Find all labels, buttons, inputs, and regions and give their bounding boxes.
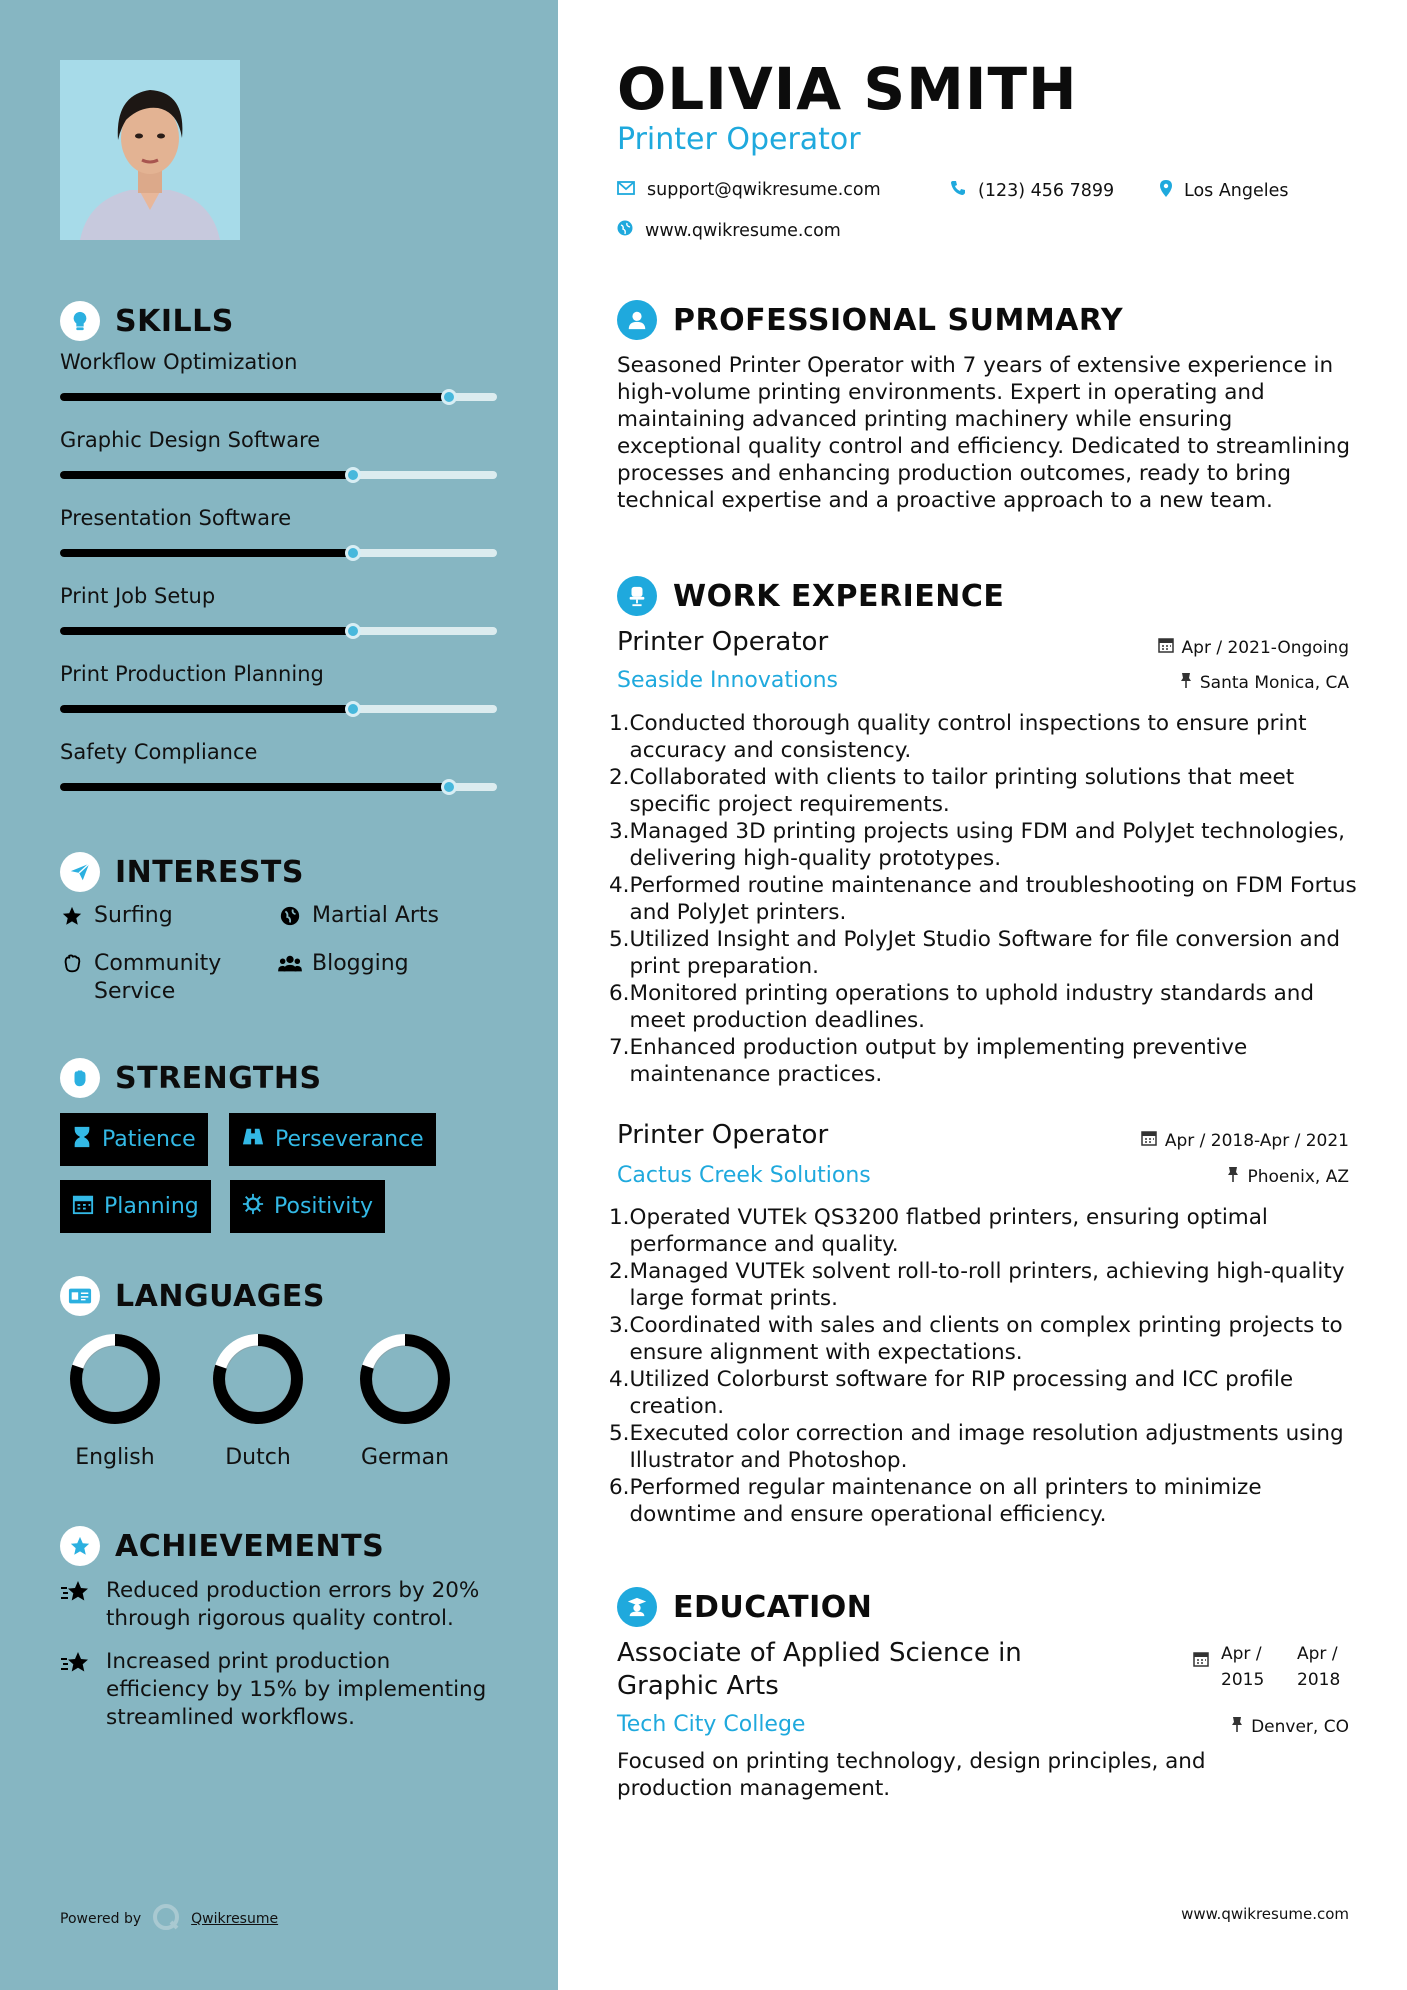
pushpin-icon [1180, 672, 1192, 693]
skill-item: Graphic Design Software [60, 428, 497, 452]
interest-item: Martial Arts [278, 902, 439, 930]
language-item: German [340, 1333, 470, 1470]
calendar-icon [1158, 637, 1174, 658]
list-item: 2. Collaborated with clients to tailor printing solutions that meet specific project requirements. [609, 765, 1295, 817]
interest-item: Blogging [278, 950, 409, 978]
list-item: 5. Utilized Insight and PolyJet Studio Software for file conversion and print preparation. [609, 927, 1340, 979]
language-item: Dutch [193, 1333, 323, 1470]
hand-icon [60, 950, 84, 978]
list-item: 4. Utilized Colorburst software for RIP processing and ICC profile creation. [609, 1367, 1294, 1419]
phone-icon [950, 180, 966, 201]
strength-chip: Patience [60, 1113, 208, 1166]
language-item: English [50, 1333, 180, 1470]
strength-chip: Planning [60, 1180, 211, 1233]
list-item: 7. Enhanced production output by implementing preventive maintenance practices. [609, 1035, 1248, 1087]
list-item: 6. Performed regular maintenance on all printers to minimize downtime and ensure operational efficiency. [609, 1475, 1262, 1527]
qwikresume-link[interactable]: Qwikresume [191, 1911, 279, 1927]
languages-heading [60, 1276, 325, 1316]
id-card-icon [60, 1276, 100, 1316]
job-title: Printer Operator [617, 1120, 829, 1150]
list-item: 5. Executed color correction and image resolution adjustments using Illustrator and Photoshop. [609, 1421, 1344, 1473]
pushpin-icon [1231, 1716, 1243, 1737]
skill-level-bar [60, 393, 497, 401]
skill-level-bar [60, 627, 497, 635]
trophy-star-icon [60, 1577, 94, 1633]
strength-chip: Perseverance [229, 1113, 436, 1166]
skill-level-knob [345, 623, 361, 639]
skill-level-fill [60, 783, 449, 791]
footer-website[interactable]: www.qwikresume.com [1181, 1905, 1349, 1923]
education-location: Denver, CO [1231, 1716, 1349, 1737]
lightbulb-icon [60, 301, 100, 341]
skill-item: Presentation Software [60, 506, 497, 530]
interests-heading [60, 852, 304, 892]
summary-text: Seasoned Printer Operator with 7 years of extensive experience in high-volume printing environments. Expert in operating and maintaining advanced printing machinery while ensuring exceptional quality control and efficiency. Dedicated to streamlining processes and enhancing production outcomes, ready to bring technical expertise and a proactive approach to a new team. [617, 353, 1351, 513]
education-dates: Apr / 2015 Apr / 2018 [1193, 1641, 1349, 1693]
job-dates: Apr / 2021-Ongoing [1158, 637, 1349, 658]
skill-level-fill [60, 549, 353, 557]
list-item: 6. Monitored printing operations to uphold industry standards and meet production deadlines. [609, 981, 1315, 1033]
job-bullets [609, 1204, 1369, 1528]
skill-level-knob [345, 701, 361, 717]
user-icon [617, 300, 657, 340]
list-item: 4. Performed routine maintenance and troubleshooting on FDM Fortus and PolyJet printers. [609, 873, 1357, 925]
list-item: 1. Conducted thorough quality control inspections to ensure print accuracy and consistency. [609, 711, 1307, 763]
contact-email[interactable]: support@qwikresume.com [617, 180, 881, 200]
globe-icon [278, 902, 302, 930]
candidate-name: OLIVIA SMITH [617, 55, 1078, 123]
users-icon [278, 950, 302, 978]
experience-heading: WORK EXPERIENCE [617, 576, 1004, 616]
job-location: Santa Monica, CA [1180, 672, 1349, 693]
strengths-title: STRENGTHS [115, 1060, 322, 1096]
contact-phone[interactable]: (123) 456 7899 [950, 180, 1114, 201]
pushpin-icon [1227, 1166, 1239, 1187]
list-item: 1. Operated VUTEk QS3200 flatbed printers, ensuring optimal performance and quality. [609, 1205, 1268, 1257]
list-item: 2. Managed VUTEk solvent roll-to-roll printers, achieving high-quality large format prints. [609, 1259, 1345, 1311]
strengths-heading [60, 1058, 322, 1098]
envelope-icon [617, 180, 635, 200]
skill-level-knob [345, 545, 361, 561]
paper-plane-icon [60, 852, 100, 892]
language-level-ring [69, 1333, 161, 1425]
strength-chip: Positivity [230, 1180, 385, 1233]
language-level-ring [212, 1333, 304, 1425]
skill-level-bar [60, 471, 497, 479]
achievements-title: ACHIEVEMENTS [115, 1528, 385, 1564]
map-pin-icon [1160, 180, 1172, 202]
skill-item: Workflow Optimization [60, 350, 497, 374]
qwikresume-logo-icon [151, 1902, 181, 1936]
interest-item: Surfing [60, 902, 173, 930]
education-school: Tech City College [617, 1712, 806, 1737]
achievement-item: Reduced production errors by 20% through rigorous quality control. [60, 1577, 500, 1633]
job-bullets [609, 710, 1369, 1088]
languages-title: LANGUAGES [115, 1278, 325, 1314]
job-company: Cactus Creek Solutions [617, 1163, 871, 1188]
ring-inner-border [372, 1346, 438, 1412]
candidate-title: Printer Operator [617, 122, 861, 157]
skill-item: Safety Compliance [60, 740, 497, 764]
sun-icon [242, 1193, 264, 1221]
skill-level-knob [441, 779, 457, 795]
skills-heading [60, 301, 234, 341]
interests-title: INTERESTS [115, 854, 304, 890]
contact-website[interactable]: www.qwikresume.com [617, 220, 841, 241]
education-degree: Associate of Applied Science in Graphic Arts [617, 1638, 1022, 1701]
award-star-icon [60, 1526, 100, 1566]
summary-heading: PROFESSIONAL SUMMARY [617, 300, 1123, 340]
fist-icon [60, 1058, 100, 1098]
achievements-heading [60, 1526, 384, 1566]
skill-level-knob [345, 467, 361, 483]
globe-icon [617, 220, 633, 241]
education-heading: EDUCATION [617, 1587, 872, 1627]
sidebar [0, 0, 558, 1990]
list-item: 3. Managed 3D printing projects using FDM and PolyJet technologies, delivering high-quality prototypes. [609, 819, 1345, 871]
graduate-icon [617, 1587, 657, 1627]
profile-photo [60, 60, 240, 240]
ring-inner-border [225, 1346, 291, 1412]
achievement-item: Increased print production efficiency by 15% by implementing streamlined workflows. [60, 1648, 500, 1732]
job-location: Phoenix, AZ [1227, 1166, 1349, 1187]
calendar-icon [1141, 1130, 1157, 1151]
skill-level-knob [441, 389, 457, 405]
powered-by: Powered by Qwikresume [60, 1902, 278, 1936]
skill-level-fill [60, 627, 353, 635]
calendar-icon [72, 1193, 94, 1221]
ring-inner-border [82, 1346, 148, 1412]
office-chair-icon [617, 576, 657, 616]
skills-title: SKILLS [115, 303, 234, 339]
skill-item: Print Production Planning [60, 662, 497, 686]
job-dates: Apr / 2018-Apr / 2021 [1141, 1130, 1349, 1151]
skill-level-bar [60, 783, 497, 791]
star-icon [60, 902, 84, 930]
skill-level-fill [60, 705, 353, 713]
skill-level-bar [60, 549, 497, 557]
main-column [558, 0, 1407, 1990]
job-title: Printer Operator [617, 627, 829, 657]
skill-level-fill [60, 471, 353, 479]
binoculars-icon [241, 1126, 265, 1154]
list-item: 3. Coordinated with sales and clients on complex printing projects to ensure alignment with expectations. [609, 1313, 1343, 1365]
interest-item: Community Service [60, 950, 221, 1006]
contact-location: Los Angeles [1160, 180, 1289, 202]
trophy-star-icon [60, 1648, 94, 1732]
job-company: Seaside Innovations [617, 668, 838, 693]
skill-level-fill [60, 393, 449, 401]
calendar-icon [1193, 1641, 1209, 1672]
education-description: Focused on printing technology, design principles, and production management. [617, 1749, 1206, 1801]
skill-item: Print Job Setup [60, 584, 497, 608]
skill-level-bar [60, 705, 497, 713]
hourglass-icon [72, 1126, 92, 1154]
language-level-ring [359, 1333, 451, 1425]
